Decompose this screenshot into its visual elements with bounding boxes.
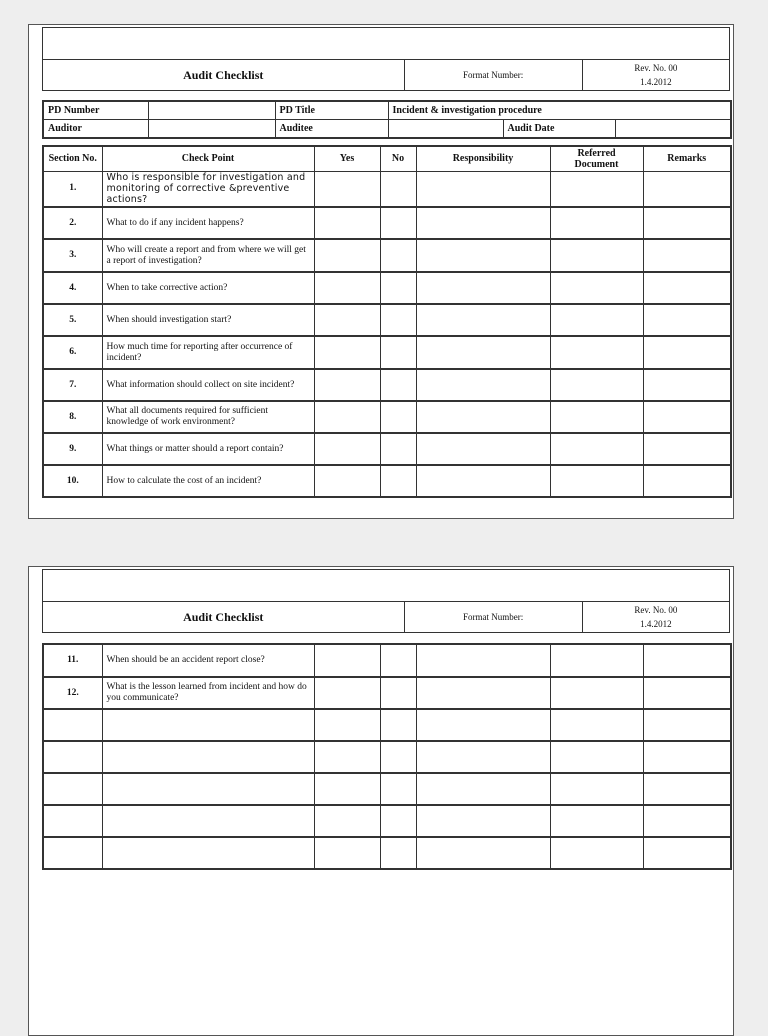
section-number: 6. <box>43 336 102 369</box>
checklist-row <box>43 369 731 401</box>
no-cell[interactable] <box>380 304 416 336</box>
referred-document-cell[interactable] <box>550 677 643 709</box>
format-number-label: Format Number: <box>404 602 582 633</box>
remarks-cell[interactable] <box>643 369 731 401</box>
document-title: Audit Checklist <box>43 602 405 633</box>
check-point-text <box>102 773 314 805</box>
section-number <box>43 837 102 869</box>
checklist-row <box>43 741 731 773</box>
document-title: Audit Checklist <box>43 60 405 91</box>
no-cell[interactable] <box>380 401 416 433</box>
check-point-text: When to take corrective action? <box>102 272 314 304</box>
no-cell[interactable] <box>380 369 416 401</box>
checklist-page-2 <box>28 566 734 1036</box>
section-number <box>43 773 102 805</box>
referred-document-cell[interactable] <box>550 773 643 805</box>
check-point-text: When should be an accident report close? <box>102 644 314 677</box>
no-cell[interactable] <box>380 677 416 709</box>
pd-title-label: PD Title <box>275 101 388 120</box>
responsibility-cell[interactable] <box>416 709 550 741</box>
responsibility-cell[interactable] <box>416 272 550 304</box>
col-referred-document: Referred Document <box>550 146 643 171</box>
responsibility-cell[interactable] <box>416 207 550 239</box>
col-remarks: Remarks <box>643 146 731 171</box>
pd-number-field[interactable] <box>148 101 275 120</box>
referred-document-cell[interactable] <box>550 369 643 401</box>
remarks-cell[interactable] <box>643 709 731 741</box>
check-point-text: How to calculate the cost of an incident? <box>102 465 314 497</box>
check-point-text: What to do if any incident happens? <box>102 207 314 239</box>
referred-document-cell[interactable] <box>550 709 643 741</box>
page-header <box>42 569 730 633</box>
audit-date-field[interactable] <box>615 120 731 139</box>
check-point-text: Who will create a report and from where we will get a report of investigation? <box>102 239 314 272</box>
auditee-label: Auditee <box>275 120 388 139</box>
section-number: 10. <box>43 465 102 497</box>
section-number: 12. <box>43 677 102 709</box>
responsibility-cell[interactable] <box>416 741 550 773</box>
responsibility-cell[interactable] <box>416 837 550 869</box>
revision-date: 1.4.2012 <box>640 77 672 87</box>
referred-document-cell[interactable] <box>550 465 643 497</box>
remarks-cell[interactable] <box>643 644 731 677</box>
pd-title-value: Incident & investigation procedure <box>388 101 731 120</box>
checklist-row <box>43 805 731 837</box>
responsibility-cell[interactable] <box>416 336 550 369</box>
section-number: 4. <box>43 272 102 304</box>
yes-cell[interactable] <box>314 304 380 336</box>
pd-number-label: PD Number <box>43 101 148 120</box>
responsibility-cell[interactable] <box>416 369 550 401</box>
checklist-row <box>43 239 731 272</box>
format-number-label: Format Number: <box>404 60 582 91</box>
referred-document-cell[interactable] <box>550 207 643 239</box>
revision-date: 1.4.2012 <box>640 619 672 629</box>
responsibility-cell[interactable] <box>416 805 550 837</box>
referred-document-cell[interactable] <box>550 433 643 465</box>
col-no: No <box>380 146 416 171</box>
remarks-cell[interactable] <box>643 336 731 369</box>
section-number: 1. <box>43 171 102 207</box>
checklist-row <box>43 837 731 869</box>
col-yes: Yes <box>314 146 380 171</box>
remarks-cell[interactable] <box>643 272 731 304</box>
yes-cell[interactable] <box>314 805 380 837</box>
check-point-text: How much time for reporting after occurrence of incident? <box>102 336 314 369</box>
check-point-text <box>102 805 314 837</box>
auditor-field[interactable] <box>148 120 275 139</box>
checklist-row <box>43 171 731 207</box>
yes-cell[interactable] <box>314 709 380 741</box>
responsibility-cell[interactable] <box>416 401 550 433</box>
check-point-text <box>102 837 314 869</box>
yes-cell[interactable] <box>314 369 380 401</box>
header-blank-row <box>43 570 730 602</box>
referred-document-cell[interactable] <box>550 272 643 304</box>
responsibility-cell[interactable] <box>416 239 550 272</box>
check-point-text: What is the lesson learned from incident and how do you communicate? <box>102 677 314 709</box>
remarks-cell[interactable] <box>643 239 731 272</box>
referred-document-cell[interactable] <box>550 304 643 336</box>
yes-cell[interactable] <box>314 401 380 433</box>
no-cell[interactable] <box>380 336 416 369</box>
no-cell[interactable] <box>380 741 416 773</box>
section-number: 7. <box>43 369 102 401</box>
checklist-row <box>43 677 731 709</box>
yes-cell[interactable] <box>314 171 380 207</box>
yes-cell[interactable] <box>314 433 380 465</box>
referred-document-cell[interactable] <box>550 837 643 869</box>
audit-date-label: Audit Date <box>503 120 615 139</box>
header-blank-row <box>43 28 730 60</box>
check-point-text: What things or matter should a report contain? <box>102 433 314 465</box>
audit-meta-table <box>42 100 732 139</box>
check-point-text: Who is responsible for investigation and monitoring of corrective &preventive actions? <box>102 171 314 207</box>
no-cell[interactable] <box>380 773 416 805</box>
referred-document-cell[interactable] <box>550 644 643 677</box>
section-number: 11. <box>43 644 102 677</box>
checklist-table-2 <box>42 643 732 870</box>
remarks-cell[interactable] <box>643 741 731 773</box>
revision-cell <box>582 60 729 91</box>
auditor-label: Auditor <box>43 120 148 139</box>
remarks-cell[interactable] <box>643 465 731 497</box>
checklist-row <box>43 272 731 304</box>
col-section-no: Section No. <box>43 146 102 171</box>
responsibility-cell[interactable] <box>416 677 550 709</box>
referred-document-cell[interactable] <box>550 805 643 837</box>
section-number: 3. <box>43 239 102 272</box>
no-cell[interactable] <box>380 272 416 304</box>
remarks-cell[interactable] <box>643 171 731 207</box>
no-cell[interactable] <box>380 805 416 837</box>
yes-cell[interactable] <box>314 336 380 369</box>
remarks-cell[interactable] <box>643 433 731 465</box>
no-cell[interactable] <box>380 644 416 677</box>
checklist-row <box>43 336 731 369</box>
section-number <box>43 709 102 741</box>
no-cell[interactable] <box>380 837 416 869</box>
checklist-row <box>43 401 731 433</box>
check-point-text: What information should collect on site incident? <box>102 369 314 401</box>
yes-cell[interactable] <box>314 272 380 304</box>
referred-document-cell[interactable] <box>550 401 643 433</box>
checklist-row <box>43 433 731 465</box>
yes-cell[interactable] <box>314 741 380 773</box>
responsibility-cell[interactable] <box>416 171 550 207</box>
referred-document-cell[interactable] <box>550 171 643 207</box>
remarks-cell[interactable] <box>643 805 731 837</box>
no-cell[interactable] <box>380 433 416 465</box>
auditee-field[interactable] <box>388 120 503 139</box>
yes-cell[interactable] <box>314 773 380 805</box>
check-point-text <box>102 709 314 741</box>
no-cell[interactable] <box>380 207 416 239</box>
checklist-row <box>43 709 731 741</box>
referred-document-cell[interactable] <box>550 741 643 773</box>
remarks-cell[interactable] <box>643 304 731 336</box>
responsibility-cell[interactable] <box>416 304 550 336</box>
check-point-text: What all documents required for sufficient knowledge of work environment? <box>102 401 314 433</box>
checklist-row <box>43 207 731 239</box>
yes-cell[interactable] <box>314 207 380 239</box>
checklist-table-1 <box>42 145 732 498</box>
responsibility-cell[interactable] <box>416 465 550 497</box>
checklist-row <box>43 465 731 497</box>
no-cell[interactable] <box>380 239 416 272</box>
referred-document-cell[interactable] <box>550 239 643 272</box>
yes-cell[interactable] <box>314 239 380 272</box>
referred-document-cell[interactable] <box>550 336 643 369</box>
no-cell[interactable] <box>380 709 416 741</box>
col-check-point: Check Point <box>102 146 314 171</box>
responsibility-cell[interactable] <box>416 433 550 465</box>
checklist-row <box>43 644 731 677</box>
section-number <box>43 805 102 837</box>
section-number: 8. <box>43 401 102 433</box>
remarks-cell[interactable] <box>643 401 731 433</box>
section-number <box>43 741 102 773</box>
revision-cell <box>582 602 729 633</box>
yes-cell[interactable] <box>314 837 380 869</box>
checklist-row <box>43 773 731 805</box>
no-cell[interactable] <box>380 465 416 497</box>
revision-number: Rev. No. 00 <box>634 605 678 615</box>
section-number: 2. <box>43 207 102 239</box>
section-number: 5. <box>43 304 102 336</box>
no-cell[interactable] <box>380 171 416 207</box>
remarks-cell[interactable] <box>643 773 731 805</box>
checklist-row <box>43 304 731 336</box>
remarks-cell[interactable] <box>643 207 731 239</box>
page-header <box>42 27 730 91</box>
responsibility-cell[interactable] <box>416 773 550 805</box>
check-point-text: When should investigation start? <box>102 304 314 336</box>
revision-number: Rev. No. 00 <box>634 63 678 73</box>
checklist-page-1 <box>28 24 734 519</box>
yes-cell[interactable] <box>314 644 380 677</box>
responsibility-cell[interactable] <box>416 644 550 677</box>
yes-cell[interactable] <box>314 677 380 709</box>
remarks-cell[interactable] <box>643 677 731 709</box>
remarks-cell[interactable] <box>643 837 731 869</box>
check-point-text <box>102 741 314 773</box>
col-responsibility: Responsibility <box>416 146 550 171</box>
yes-cell[interactable] <box>314 465 380 497</box>
section-number: 9. <box>43 433 102 465</box>
